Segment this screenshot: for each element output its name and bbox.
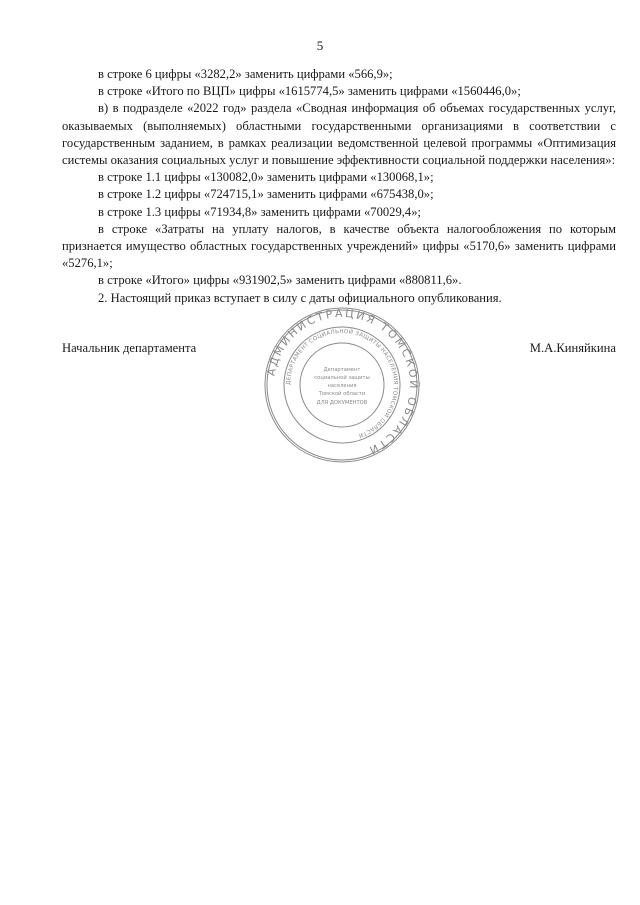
paragraph: в строке «Итого» цифры «931902,5» заменить цифрами «880811,6». [98, 273, 462, 288]
seal-center-line: Томской области [318, 391, 366, 397]
seal-center-line: ДЛЯ ДОКУМЕНТОВ [316, 400, 368, 406]
paragraph: в строке 1.1 цифры «130082,0» заменить цифрами «130068,1»; [98, 170, 434, 185]
seal-center-line: социальной защиты [314, 375, 370, 381]
paragraph: в) в подразделе «2022 год» раздела «Сводная информация об объемах государственных услуг, оказываемых (выполняемых) областными государственными организациями в соответствии с государственным заданием, в рамках реализации ведомственной целевой программы «Оптимизация системы оказания социальных услуг и повышение эффективности социальной поддержки населения»: [62, 101, 616, 168]
paragraph: в строке 6 цифры «3282,2» заменить цифрами «566,9»; [98, 67, 393, 81]
signatory-title: Начальник департамента [62, 341, 197, 355]
paragraph: 2. Настоящий приказ вступает в силу с даты официального опубликования. [98, 290, 502, 305]
official-seal-stamp [262, 305, 422, 465]
seal-inner-textpath: ДЕПАРТАМЕНТ СОЦИАЛЬНОЙ ЗАЩИТЫ НАСЕЛЕНИЯ ТОМСКОЙ ОБЛАСТИ [285, 328, 399, 439]
seal-graphic [262, 305, 422, 465]
paragraph: в строке 1.2 цифры «724715,1» заменить цифрами «675438,0»; [98, 187, 434, 202]
page-number: 5 [316, 38, 324, 53]
seal-outer-textpath: АДМИНИСТРАЦИЯ ТОМСКОЙ ОБЛАСТИ [264, 306, 421, 458]
paragraph: в строке «Затраты на уплату налогов, в качестве объекта налогообложения по которым признается имущество областных государственных учреждений» цифры «5170,6» заменить цифрами «5276,1»; [62, 221, 616, 271]
signatory-name: М.А.Киняйкина [529, 341, 616, 355]
seal-center-line: населения [327, 383, 357, 389]
seal-center-line: Департамент [323, 367, 361, 373]
paragraph: в строке «Итого по ВЦП» цифры «1615774,5» заменить цифрами «1560446,0»; [98, 84, 521, 99]
document-body [62, 66, 616, 307]
paragraph: в строке 1.3 цифры «71934,8» заменить цифрами «70029,4»; [98, 204, 421, 219]
